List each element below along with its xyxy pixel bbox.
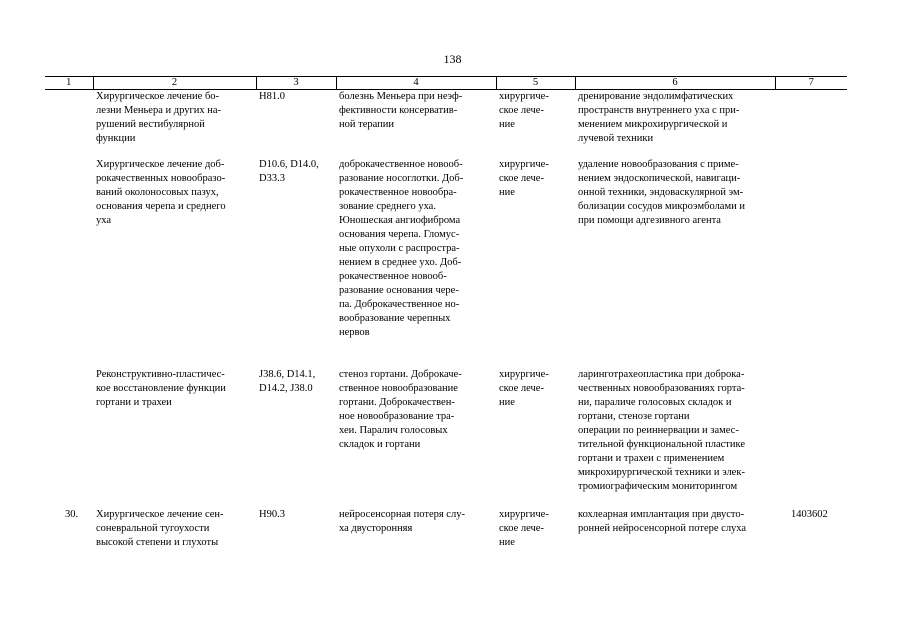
- row-number: 30.: [65, 509, 79, 520]
- treatment-method: дренирование эндолимфатических пространств внутреннего уха с при- менением микрохирургической и лучевой техники: [578, 91, 740, 144]
- treatment-name: Хирургическое лечение доб- рокачественных новообразо- ваний околоносовых пазух, основания черепа и среднего уха: [96, 159, 226, 226]
- header-row: [45, 77, 847, 90]
- treatment-method: удаление новообразования с приме- нением эндоскопической, навигаци- онной техники, эндоваскулярной эм- болизации сосудов микроэмболами и при помощи адгезивного агента: [578, 159, 745, 226]
- treatment-type: хирургиче- ское лече- ние: [499, 369, 549, 408]
- icd-code: J38.6, D14.1, D14.2, J38.0: [259, 369, 316, 394]
- treatment-method: ларинготрахеопластика при доброка- чественных новообразованиях горта- ни, параличе голосовых складок и гортани, стенозе гортани операции по реиннервации и замес- тительной функциональной пластике гортани и трахеи с применением микрохирургической техники и элек- тромиографическим мониторингом: [578, 369, 746, 492]
- column-header: 2: [93, 77, 256, 90]
- funding-standard: [775, 158, 847, 368]
- column-header: 7: [775, 77, 847, 90]
- icd-code: H90.3: [259, 509, 285, 520]
- treatment-type: хирургиче- ское лече- ние: [499, 91, 549, 130]
- diagnosis-model: стеноз гортани. Доброкаче- ственное новообразование гортани. Доброкачествен- ное новообразование тра- хеи. Паралич голосовых складок и гортани: [339, 369, 462, 450]
- row-number: [45, 90, 93, 159]
- diagnosis-model: болезнь Меньера при неэф- фективности консерватив- ной терапии: [339, 91, 463, 130]
- row-number: [45, 158, 93, 368]
- funding-standard: 1403602: [791, 509, 828, 520]
- column-header: 6: [575, 77, 775, 90]
- column-header: 3: [256, 77, 336, 90]
- treatment-type: хирургиче- ское лече- ние: [499, 509, 549, 548]
- column-header: 4: [336, 77, 496, 90]
- funding-standard: [775, 368, 847, 508]
- treatment-table: [45, 76, 847, 550]
- funding-standard: [775, 90, 847, 159]
- icd-code: H81.0: [259, 91, 285, 102]
- icd-code: D10.6, D14.0, D33.3: [259, 159, 319, 184]
- treatment-name: Реконструктивно-пластичес- кое восстановление функции гортани и трахеи: [96, 369, 226, 408]
- treatment-method: кохлеарная имплантация при двусто- ронней нейросенсорной потере слуха: [578, 509, 747, 534]
- diagnosis-model: нейросенсорная потеря слу- ха двусторонняя: [339, 509, 465, 534]
- table-row: [45, 158, 847, 368]
- table-row: [45, 368, 847, 508]
- table-row: [45, 508, 847, 550]
- table-row: [45, 90, 847, 159]
- page-number: 138: [443, 52, 462, 66]
- column-header: 5: [496, 77, 575, 90]
- diagnosis-model: доброкачественное новооб- разование носоглотки. Доб- рокачественное новообра- зование среднего уха. Юношеская ангиофиброма основания черепа. Гломус- ные опухоли с распростра- нением в среднее ухо. Доб- рокачественное новооб- разование основания чере- па. Доброкачественное но- вообразование черепных нервов: [339, 159, 464, 338]
- row-number: [45, 368, 93, 508]
- treatment-name: Хирургическое лечение бо- лезни Меньера и других на- рушений вестибулярной функции: [96, 91, 222, 144]
- treatment-name: Хирургическое лечение сен- соневральной тугоухости высокой степени и глухоты: [96, 509, 224, 548]
- treatment-type: хирургиче- ское лече- ние: [499, 159, 549, 198]
- column-header: 1: [45, 77, 93, 90]
